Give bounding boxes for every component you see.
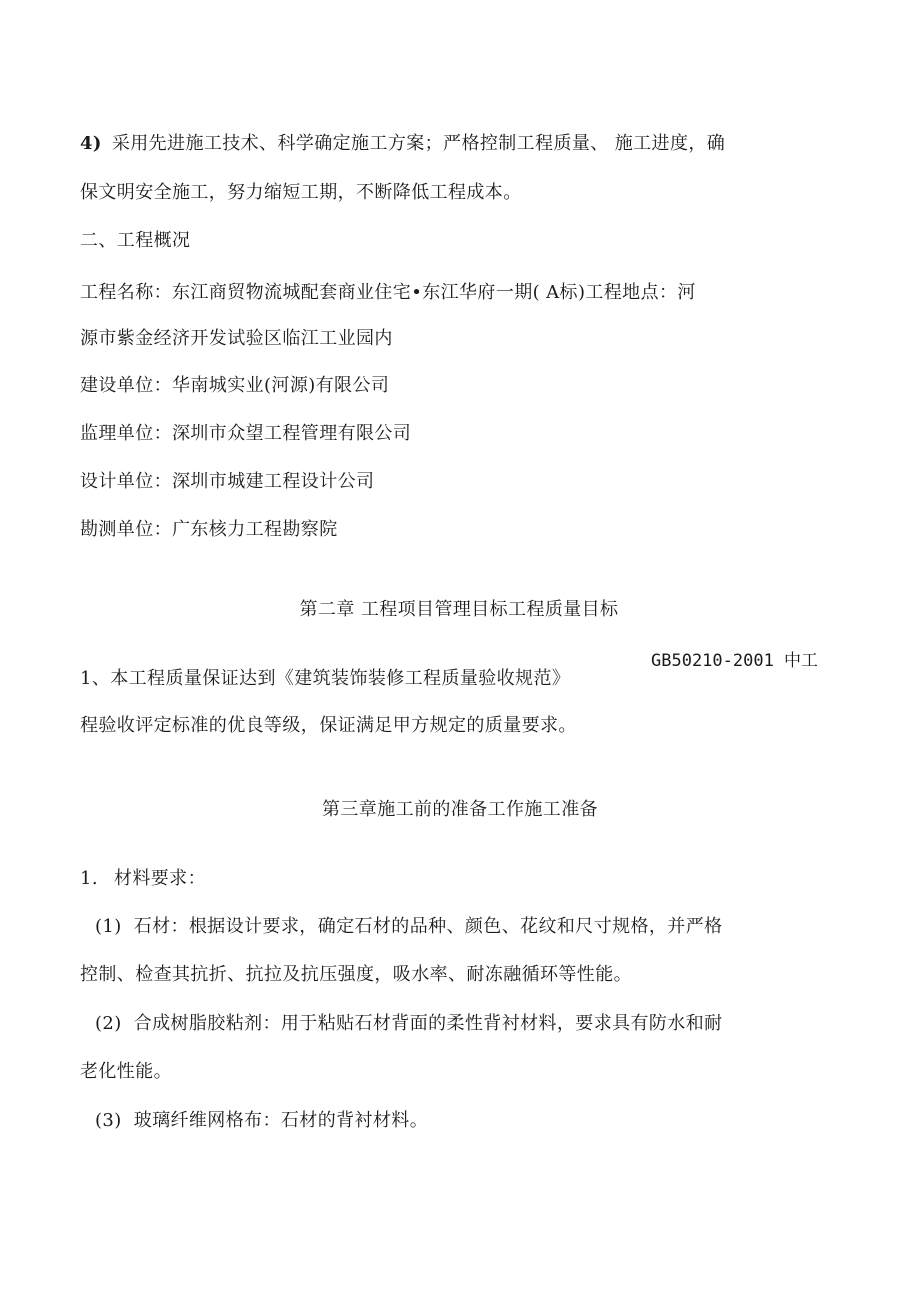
fiberglass-number: (3) (95, 1110, 122, 1131)
fiberglass-text: 玻璃纤维网格布：石材的背衬材料。 (133, 1110, 429, 1131)
section-heading-overview: 二、工程概况 (80, 230, 191, 251)
fiberglass-line-1 (95, 1109, 428, 1133)
item-4-number: 4) (80, 133, 102, 154)
resin-line-2: 老化性能。 (80, 1061, 172, 1082)
resin-line-1 (95, 1012, 723, 1036)
surveyor-unit: 勘测单位：广东核力工程勘察院 (80, 519, 338, 540)
stone-text: 石材：根据设计要求，确定石材的品种、颜色、花纹和尺寸规格，并严格 (133, 916, 723, 937)
materials-heading: 材料要求： (113, 868, 206, 889)
resin-number: (2) (95, 1013, 122, 1034)
chapter-2-title: 第二章 工程项目管理目标工程质量目标 (299, 599, 619, 620)
item-4-line-2: 保文明安全施工，努力缩短工期，不断降低工程成本。 (80, 182, 522, 203)
quality-item-1-line-1: 1、本工程质量保证达到《建筑装饰装修工程质量验收规范》 (80, 668, 571, 689)
stone-line-1 (95, 915, 723, 939)
materials-heading-line (80, 867, 206, 891)
stone-line-2: 控制、检查其抗折、抗拉及抗压强度，吸水率、耐冻融循环等性能。 (80, 964, 632, 985)
quality-item-1-line-2: 程验收评定标准的优良等级，保证满足甲方规定的质量要求。 (80, 715, 577, 736)
chapter-3-title: 第三章施工前的准备工作施工准备 (322, 799, 598, 820)
standard-code: GB50210-2001 中工 (651, 651, 819, 671)
item-4-text: 采用先进施工技术、科学确定施工方案；严格控制工程质量、 施工进度，确 (111, 133, 726, 154)
project-name-line-1: 工程名称：东江商贸物流城配套商业住宅•东江华府一期( A标)工程地点：河 (80, 282, 696, 303)
project-name-line-2: 源市紫金经济开发试验区临江工业园内 (80, 328, 393, 349)
builder-unit: 建设单位：华南城实业(河源)有限公司 (80, 375, 390, 396)
supervisor-unit: 监理单位：深圳市众望工程管理有限公司 (80, 423, 412, 444)
materials-number: 1. (80, 868, 98, 889)
designer-unit: 设计单位：深圳市城建工程设计公司 (80, 471, 375, 492)
item-4-line-1 (80, 132, 725, 156)
stone-number: (1) (95, 916, 122, 937)
resin-text: 合成树脂胶粘剂：用于粘贴石材背面的柔性背衬材料，要求具有防水和耐 (133, 1013, 723, 1034)
